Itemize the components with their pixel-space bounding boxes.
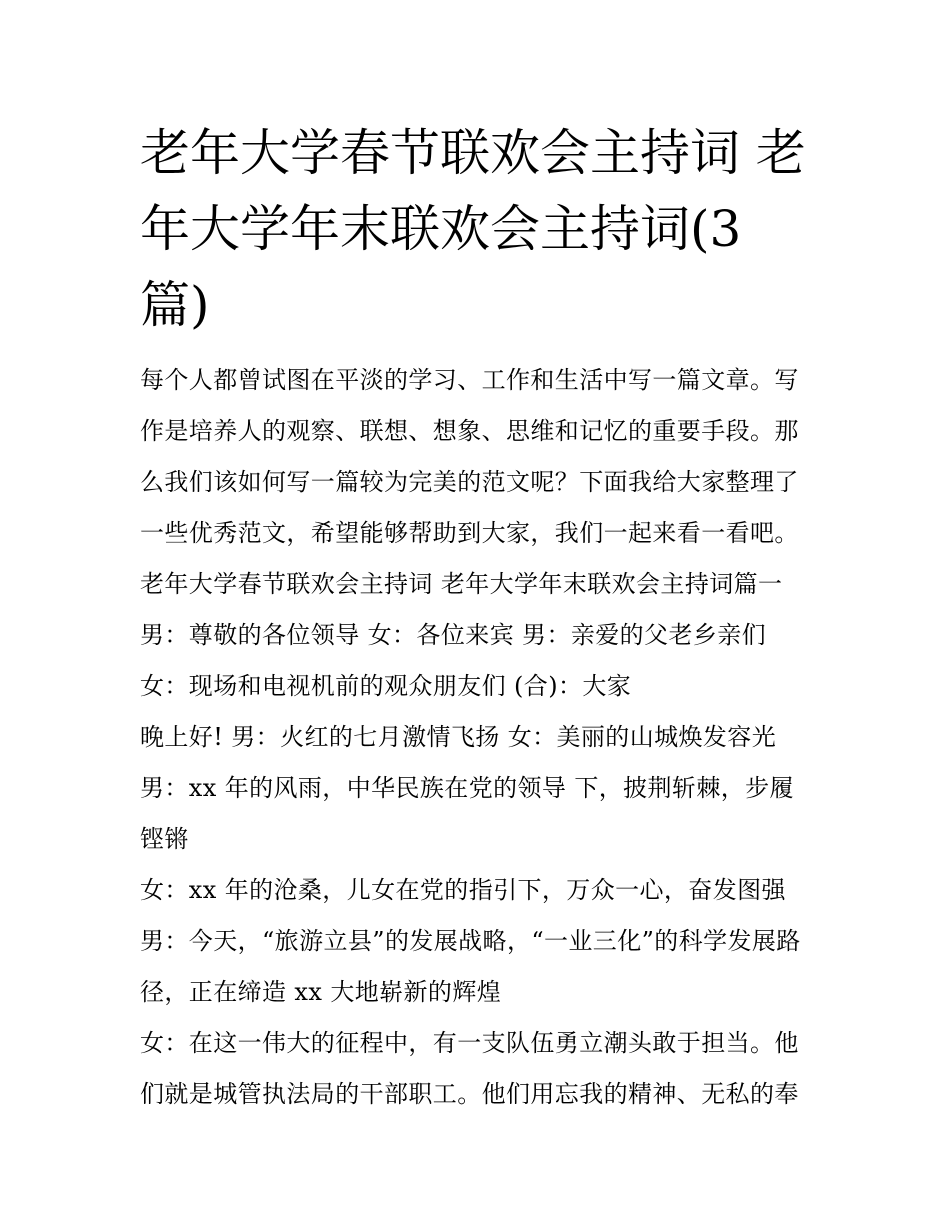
body-line: 男：今天，“旅游立县”的发展战略，“一业三化”的科学发展路 (140, 927, 801, 955)
document-body (140, 355, 816, 1120)
body-line: 作是培养人的观察、联想、想象、思维和记忆的重要手段。那 (140, 417, 799, 445)
body-line: 么我们该如何写一篇较为完美的范文呢？下面我给大家整理了 (140, 468, 799, 496)
title-line: 篇) (140, 276, 210, 334)
title-line: 老年大学春节联欢会主持词 老 (140, 124, 806, 182)
body-line: 一些优秀范文，希望能够帮助到大家，我们一起来看一看吧。 (140, 519, 799, 547)
body-line: 男：尊敬的各位领导 女：各位来宾 男：亲爱的父老乡亲们 (140, 621, 767, 649)
title-line: 年大学年末联欢会主持词(3 (140, 200, 742, 258)
body-line: 老年大学春节联欢会主持词 老年大学年末联欢会主持词篇一 (140, 570, 783, 598)
body-line: 们就是城管执法局的干部职工。他们用忘我的精神、无私的奉 (140, 1080, 799, 1108)
body-line: 女：现场和电视机前的观众朋友们 (合)：大家 (140, 672, 632, 700)
body-line: 铿锵 (140, 825, 189, 853)
body-line: 女：xx 年的沧桑，儿女在党的指引下，万众一心，奋发图强 (140, 876, 786, 904)
body-line: 男：xx 年的风雨，中华民族在党的领导 下，披荆斩棘，步履 (140, 774, 794, 802)
body-line: 晚上好! 男：火红的七月激情飞扬 女：美丽的山城焕发容光 (140, 723, 777, 751)
body-line: 每个人都曾试图在平淡的学习、工作和生活中写一篇文章。写 (140, 366, 799, 394)
document-title (140, 115, 820, 343)
body-line: 女：在这一伟大的征程中，有一支队伍勇立潮头敢于担当。他 (140, 1029, 799, 1057)
body-line: 径，正在缔造 xx 大地崭新的辉煌 (140, 978, 502, 1006)
